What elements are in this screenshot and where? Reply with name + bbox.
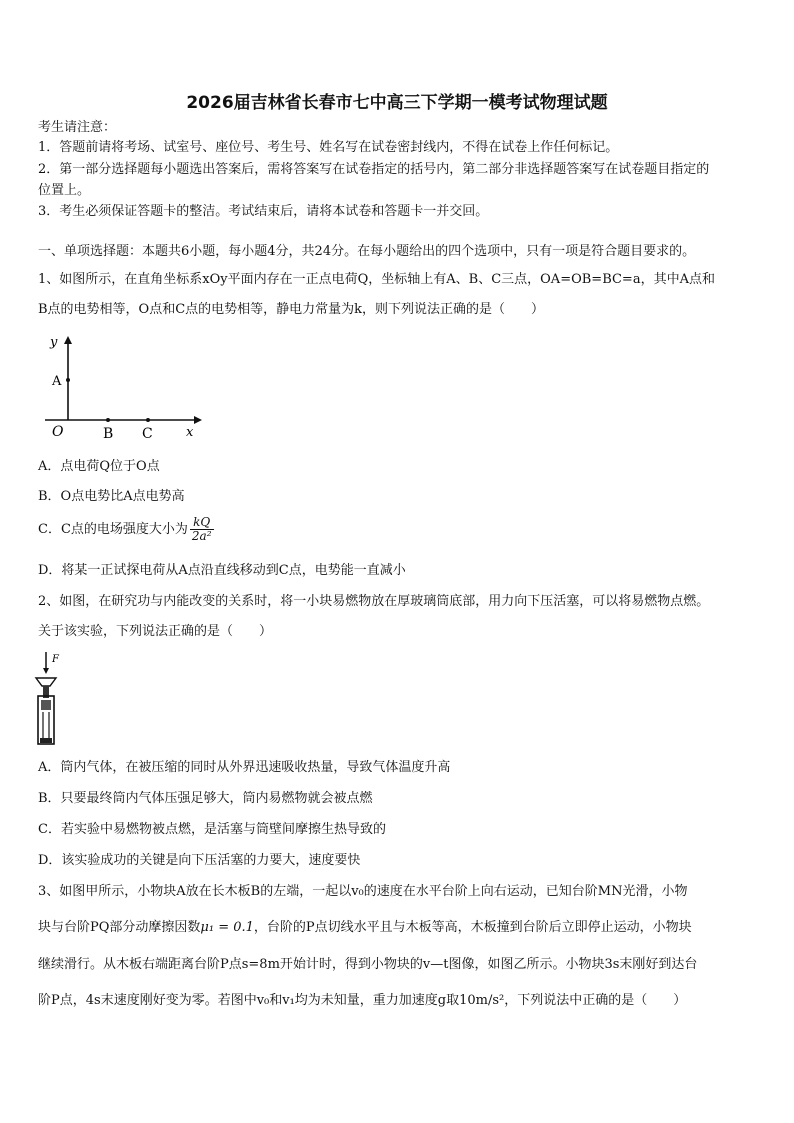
fig1-b-label: B — [103, 426, 114, 442]
notice-item-2-cont: 位置上。 — [38, 183, 91, 198]
fig1-c-label: C — [142, 426, 153, 442]
q3-stem-line-1: 3、如图甲所示，小物块A放在长木板B的左端，一起以v₀的速度在水平台阶上向右运动，已知台阶MN光滑，小物 — [38, 884, 688, 899]
notice-item-3: 3．考生必须保证答题卡的整洁。考试结束后，请将本试卷和答题卡一并交回。 — [38, 204, 489, 219]
q1-option-c-fraction — [190, 516, 214, 543]
q1-coordinate-figure — [40, 330, 210, 445]
q3-stem-line-2 — [38, 920, 692, 936]
q2-option-c: C．若实验中易燃物被点燃，是活塞与筒壁间摩擦生热导致的 — [38, 822, 386, 837]
fig1-y-label: y — [50, 335, 58, 350]
q3-stem-line-2-b: ，台阶的P点切线水平且与木板等高，木板撞到台阶后立即停止运动，小物块 — [253, 920, 692, 935]
q2-piston-tube-figure — [30, 650, 70, 750]
q1-stem-line-2: B点的电势相等，O点和C点的电势相等，静电力常量为k，则下列说法正确的是（ ） — [38, 302, 545, 317]
fig1-x-label: x — [186, 425, 194, 440]
q1-option-c-prefix: C．C点的电场强度大小为 — [38, 522, 188, 537]
q1-option-c-numerator: kQ — [190, 516, 214, 530]
fig1-a-label: A — [52, 374, 62, 389]
notice-item-1: 1．答题前请将考场、试室号、座位号、考生号、姓名写在试卷密封线内，不得在试卷上作任何标记。 — [38, 140, 619, 155]
q2-option-a: A．筒内气体，在被压缩的同时从外界迅速吸收热量，导致气体温度升高 — [38, 760, 451, 775]
fig2-f-label: F — [52, 654, 59, 665]
q1-option-d: D．将某一正试探电荷从A点沿直线移动到C点，电势能一直减小 — [38, 563, 406, 578]
q1-stem-line-1: 1、如图所示，在直角坐标系xOy平面内存在一正点电荷Q，坐标轴上有A、B、C三点，OA=OB=BC=a，其中A点和 — [38, 272, 715, 287]
q3-stem-line-3: 继续滑行。从木板右端距离台阶P点s=8m开始计时，得到小物块的v—t图像，如图乙所示。小物块3s末刚好到达台 — [38, 957, 698, 972]
section1-heading: 一、单项选择题：本题共6小题，每小题4分，共24分。在每小题给出的四个选项中，只有一项是符合题目要求的。 — [38, 244, 696, 259]
q1-option-b: B．O点电势比A点电势高 — [38, 489, 185, 504]
q2-stem-line-1: 2、如图，在研究功与内能改变的关系时，将一小块易燃物放在厚玻璃筒底部，用力向下压活塞，可以将易燃物点燃。 — [38, 594, 710, 609]
q3-friction-coefficient: μ₁ = 0.1 — [200, 920, 254, 935]
exam-title: 2026届吉林省长春市七中高三下学期一模考试物理试题 — [186, 93, 608, 113]
q2-option-b: B．只要最终筒内气体压强足够大，筒内易燃物就会被点燃 — [38, 791, 373, 806]
notice-item-2: 2．第一部分选择题每小题选出答案后，需将答案写在试卷指定的括号内，第二部分非选择题答案写在试卷题目指定的 — [38, 162, 710, 177]
q2-option-d: D．该实验成功的关键是向下压活塞的力要大，速度要快 — [38, 853, 361, 868]
q3-stem-line-2-a: 块与台阶PQ部分动摩擦因数 — [38, 920, 201, 935]
fig1-o-label: O — [52, 424, 64, 440]
q1-option-c — [38, 516, 216, 543]
q1-option-a: A．点电荷Q位于O点 — [38, 459, 160, 474]
q2-stem-line-2: 关于该实验，下列说法正确的是（ ） — [38, 624, 273, 639]
q1-option-c-denominator: 2a² — [191, 529, 212, 543]
notice-heading: 考生请注意： — [38, 120, 117, 135]
q3-stem-line-4: 阶P点，4s末速度刚好变为零。若图中v₀和v₁均为未知量，重力加速度g取10m/s²，下列说法中正确的是（ ） — [38, 993, 687, 1008]
